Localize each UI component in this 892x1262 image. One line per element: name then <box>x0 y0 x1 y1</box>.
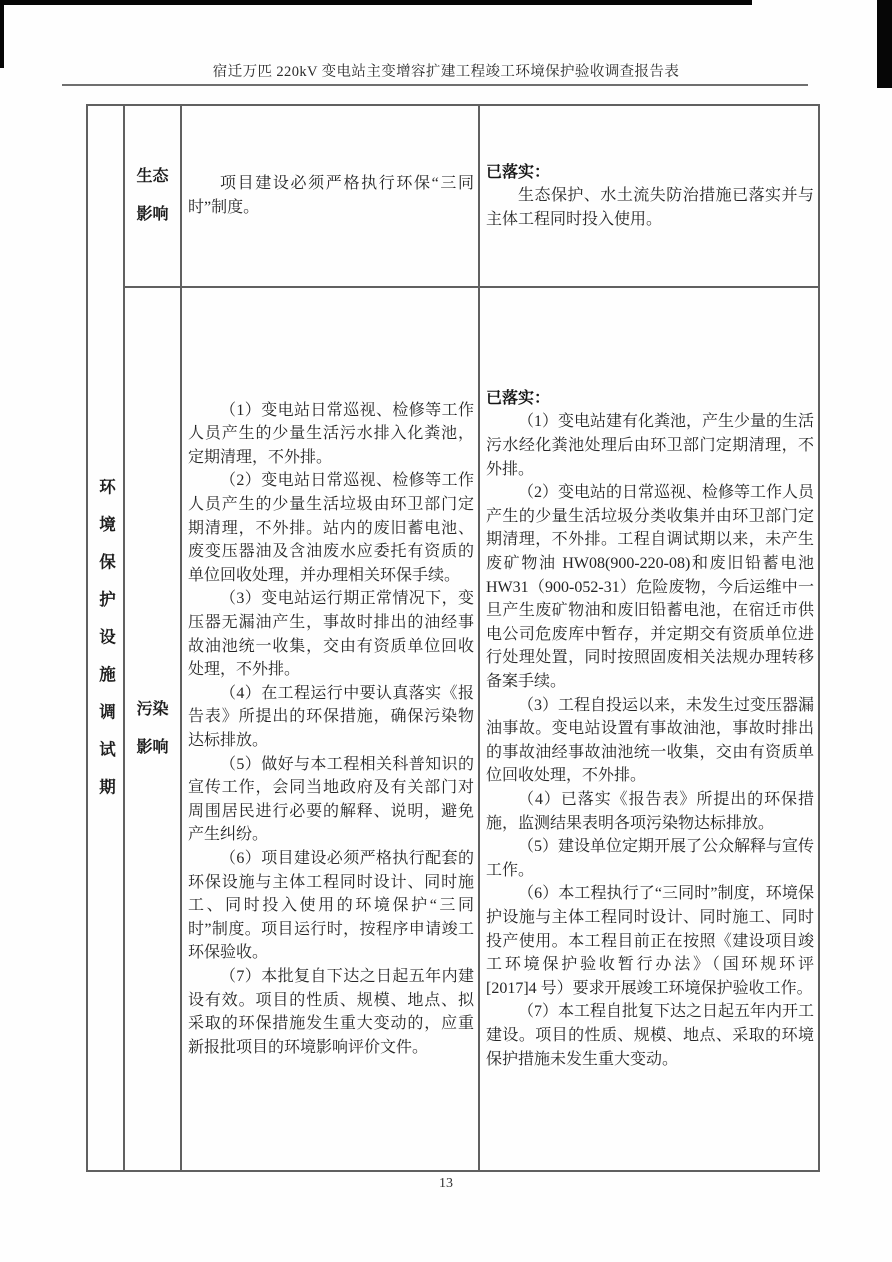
category-label: 生态影响 <box>136 168 169 223</box>
requirement-paragraph: 项目建设必须严格执行环保“三同时”制度。 <box>188 175 474 216</box>
period-cell <box>88 106 125 1170</box>
implemented-paragraph: （6）本工程执行了“三同时”制度，环境保护设施与主体工程同时设计、同时施工、同时投产使用。本工程目前正在按照《建设项目竣工环境保护验收暂行办法》（国环规环评[2017]4 号）要求开展竣工环境保护验收工作。 <box>486 885 814 997</box>
requirement-paragraph: （5）做好与本工程相关科普知识的宣传工作，会同当地政府及有关部门对周围居民进行必要的解释、说明，避免产生纠纷。 <box>188 755 474 844</box>
requirement-cell-pollution <box>182 288 480 1170</box>
page-footer <box>0 1176 892 1192</box>
implemented-label: 已落实： <box>486 389 551 407</box>
document-title: 宿迁万匹 220kV 变电站主变增容扩建工程竣工环境保护验收调查报告表 <box>212 64 680 80</box>
implemented-cell-pollution <box>480 288 818 1170</box>
period-label: 环境保护设施调试期 <box>96 478 116 816</box>
requirement-paragraph: （6）项目建设必须严格执行配套的环保设施与主体工程同时设计、同时施工、同时投入使用的环境保护“三同时”制度。项目运行时，按程序申请竣工环保验收。 <box>188 849 474 962</box>
requirement-cell-ecology <box>182 106 480 288</box>
implemented-paragraph: （1）变电站建有化粪池，产生少量的生活污水经化粪池处理后由环卫部门定期清理，不外排。 <box>486 413 815 478</box>
scan-artifact-top <box>0 0 752 5</box>
implemented-label: 已落实： <box>486 163 551 181</box>
category-cell-ecology <box>125 106 182 288</box>
implemented-paragraph: （5）建设单位定期开展了公众解释与宣传工作。 <box>486 838 815 879</box>
implemented-paragraph: （7）本工程自批复下达之日起五年内开工建设。项目的性质、规模、地点、采取的环境保护措施未发生重大变动。 <box>486 1003 815 1068</box>
implemented-paragraph: （2）变电站的日常巡视、检修等工作人员产生的少量生活垃圾分类收集并由环卫部门定期清理，不外排。工程自调试期以来，未产生废矿物油 HW08(900-220-08)和废旧铅蓄电池 HW31（900-052-31）危险废物，今后运维中一旦产生废矿物油和废旧铅蓄电池，在宿迁市供电公司危废库中暂存，并定期交有资质单位进行处理处置，同时按照固废相关法规办理转移备案手续。 <box>486 484 815 691</box>
requirement-paragraph: （4）在工程运行中要认真落实《报告表》所提出的环保措施，确保污染物达标排放。 <box>188 684 474 749</box>
implemented-cell-ecology <box>480 106 818 288</box>
scan-artifact-left <box>0 0 4 68</box>
page-number: 13 <box>439 1176 453 1191</box>
implemented-paragraph: （3）工程自投运以来，未发生过变压器漏油事故。变电站设置有事故油池，事故时排出的事故油经事故油池统一收集，交由有资质单位回收处理，不外排。 <box>486 696 815 785</box>
requirement-paragraph: （2）变电站日常巡视、检修等工作人员产生的少量生活垃圾由环卫部门定期清理，不外排。站内的废旧蓄电池、废变压器油及含油废水应委托有资质的单位回收处理，并办理相关环保手续。 <box>188 472 474 584</box>
requirement-paragraph: （3）变电站运行期正常情况下，变压器无漏油产生，事故时排出的油经事故油池统一收集，交由有资质单位回收处理，不外排。 <box>188 590 474 679</box>
implemented-paragraph: （4）已落实《报告表》所提出的环保措施，监测结果表明各项污染物达标排放。 <box>486 790 814 832</box>
acceptance-report-table <box>86 104 820 1172</box>
implemented-paragraph: 生态保护、水土流失防治措施已落实并与主体工程同时投入使用。 <box>486 187 814 228</box>
category-cell-pollution <box>125 288 182 1170</box>
requirement-paragraph: （1）变电站日常巡视、检修等工作人员产生的少量生活污水排入化粪池，定期清理，不外排。 <box>188 401 474 466</box>
header-rule <box>62 84 808 86</box>
category-label: 污染影响 <box>136 701 169 756</box>
requirement-paragraph: （7）本批复自下达之日起五年内建设有效。项目的性质、规模、地点、拟采取的环保措施发生重大变动的，应重新报批项目的环境影响评价文件。 <box>188 967 474 1056</box>
